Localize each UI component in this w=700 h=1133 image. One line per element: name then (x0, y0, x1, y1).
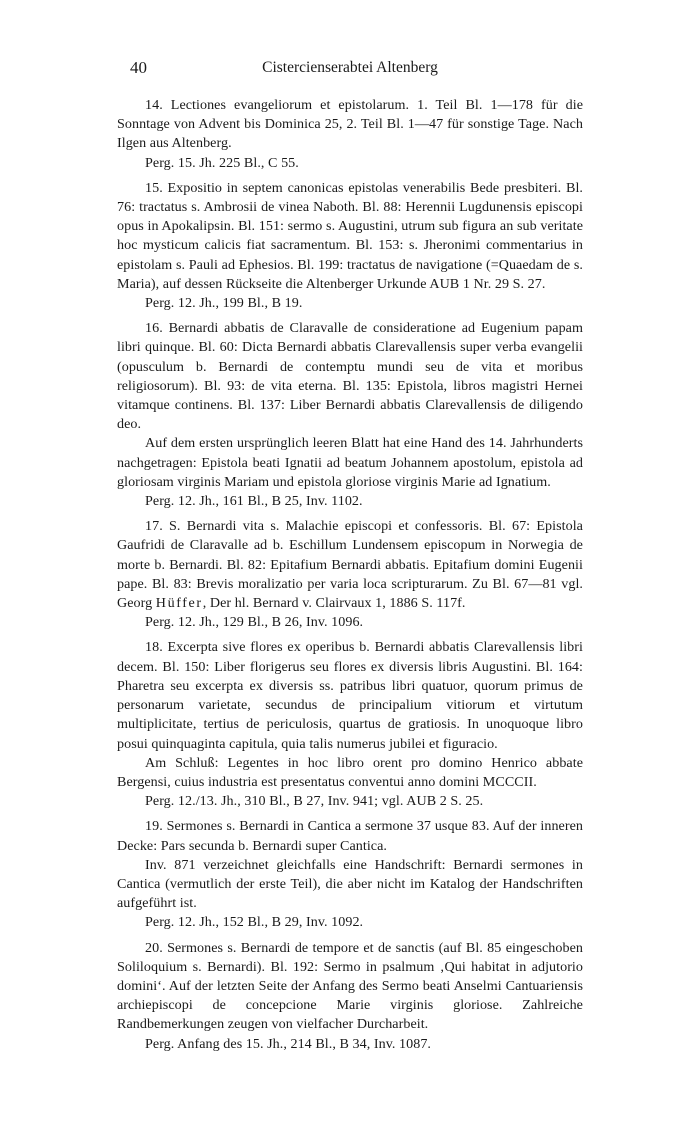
entry-description: 16. Bernardi abbatis de Claravalle de consideratione ad Eugenium papam libri quinque. Bl. 60: Dicta Bernardi abbatis Clarevallensis super verba evangelii (opusculum b. Bernardi de contemptu mundi seu de vita et moribus religiosorum). Bl. 93: de vita eterna. Bl. 135: Epistola, libros magistri Hernei vitamque continens. Bl. 137: Liber Bernardi abbatis Clarevallensis de diligendo deo. (117, 320, 583, 433)
entry-note: Am Schluß: Legentes in hoc libro orent pro domino Henrico abbate Bergensi, cuius industria est presentatus conventui anno domini MCCCII. (117, 754, 583, 790)
page-number: 40 (130, 58, 147, 77)
entry-description: 14. Lectiones evangeliorum et epistolarum. 1. Teil Bl. 1—178 für die Sonntage von Advent bis Dominica 25, 2. Teil Bl. 1—47 für sonstige Tage. Nach Ilgen aus Altenberg. (117, 97, 583, 152)
entry-shelfmark: Perg. 12./13. Jh., 310 Bl., B 27, Inv. 941; vgl. AUB 2 S. 25. (145, 793, 484, 810)
catalog-entry-14 (117, 96, 583, 173)
entry-shelfmark: Perg. Anfang des 15. Jh., 214 Bl., B 34, Inv. 1087. (145, 1035, 431, 1052)
entry-text-part: , Der hl. Bernard v. Clairvaux 1, 1886 S. 117f. (202, 595, 466, 612)
catalog-body (117, 96, 583, 1060)
running-title: Cistercienserabtei Altenberg (262, 59, 438, 76)
entry-note: Inv. 871 verzeichnet gleichfalls eine Handschrift: Bernardi sermones in Cantica (vermutlich der erste Teil), die aber nicht im Katalog der Handschriften aufgeführt ist. (117, 856, 583, 912)
entry-text-part: 17. S. Bernardi vita s. Malachie episcopi et confessoris. Bl. 67: Epistola Gaufridi de Claravalle ad b. Eschillum Lundensem episcopum in Norwegia de morte b. Bernardi. Bl. 82: Epitafium Bernardi abbatis. Epitafium domini Eugenii pape. Bl. 83: Brevis moralizatio per varia loca scripturarum. Zu Bl. 67—81 vgl. Georg (117, 518, 583, 612)
catalog-entry-16 (117, 319, 583, 511)
entry-note: Auf dem ersten ursprünglich leeren Blatt hat eine Hand des 14. Jahrhunderts nachgetragen: Epistola beati Ignatii ad beatum Johannem apostolum, epistola ad gloriosam virginis Mariam und epistola gloriose virginis Marie ad Ignatium. (117, 435, 583, 490)
entry-shelfmark: Perg. 12. Jh., 161 Bl., B 25, Inv. 1102. (145, 493, 363, 510)
catalog-entry-15 (117, 179, 583, 313)
entry-description: 15. Expositio in septem canonicas epistolas venerabilis Bede presbiteri. Bl. 76: tractatus s. Ambrosii de vinea Naboth. Bl. 88: Herennii Lugdunensis episcopi opus in Apokalipsin. Bl. 151: sermo s. Augustini, utrum sub figura an sub veritate hoc mysticum calicis fiat sacramentum. Bl. 153: s. Jheronimi commentarius in epistolam s. Pauli ad Ephesios. Bl. 199: tractatus de navigatione (=Quaedam de s. Maria), auf dessen Rückseite die Altenberger Urkunde AUB 1 Nr. 29 S. 27. (117, 179, 583, 292)
author-name-spaced: Hüffer (155, 595, 203, 612)
entry-description: 18. Excerpta sive flores ex operibus b. Bernardi abbatis Clarevallensis libri decem. Bl. 150: Liber florigerus seu flores ex diversis libris Augustini. Bl. 164: Pharetra seu excerpta ex diversis ss. patribus libri quatuor, quorum primus de personarum varietate, secundus de principalium vitiorum et virtutum multiplicitate, tertius de periculosis, quartus de gratiosis. In unoquoque libro posui quinquaginta capitula, quia talis numerus jubilei et figuracio. (117, 639, 583, 752)
entry-shelfmark: Perg. 12. Jh., 129 Bl., B 26, Inv. 1096. (145, 614, 364, 631)
catalog-entry-17 (117, 517, 583, 632)
entry-shelfmark: Perg. 12. Jh., 152 Bl., B 29, Inv. 1092. (145, 914, 364, 931)
entry-description: 20. Sermones s. Bernardi de tempore et de sanctis (auf Bl. 85 eingeschoben Soliloquium s. Bernardi). Bl. 192: Sermo in psalmum ‚Qui habitat in adjutorio domini‘. Auf der letzten Seite der Anfang des Sermo beati Anselmi Cantuariensis archiepiscopi de concepcione Marie virginis gloriose. Zahlreiche Randbemerkungen zeugen von vielfacher Durcharbeit. (117, 939, 583, 1033)
entry-shelfmark: Perg. 12. Jh., 199 Bl., B 19. (145, 295, 303, 312)
entry-description (117, 517, 583, 613)
catalog-entry-18 (117, 638, 583, 811)
entry-shelfmark: Perg. 15. Jh. 225 Bl., C 55. (145, 154, 299, 171)
catalog-entry-19 (117, 817, 583, 932)
entry-description: 19. Sermones s. Bernardi in Cantica a sermone 37 usque 83. Auf der inneren Decke: Pars secunda b. Bernardi super Cantica. (117, 818, 583, 854)
catalog-entry-20 (117, 939, 583, 1054)
page-header (130, 58, 570, 82)
